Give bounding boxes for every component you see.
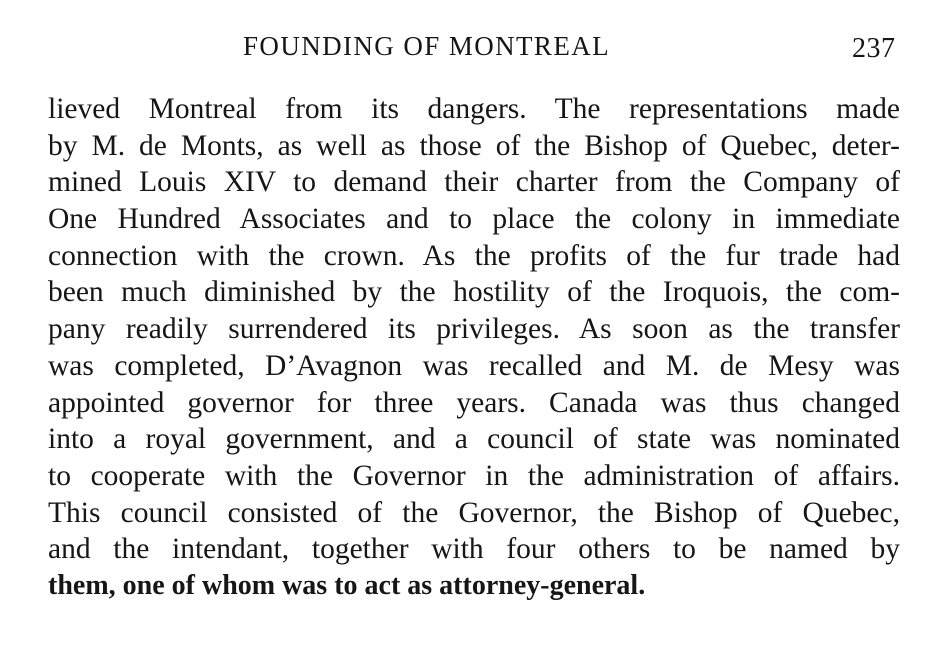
text-line: and the intendant, together with four others to be named by — [48, 533, 900, 566]
body-paragraph — [48, 91, 900, 605]
text-line: appointed governor for three years. Canada was thus changed — [48, 386, 900, 419]
text-line: by M. de Monts, as well as those of the Bishop of Quebec, deter- — [48, 129, 900, 162]
page-number: 237 — [852, 33, 896, 64]
text-line: One Hundred Associates and to place the colony in immediate — [48, 203, 900, 236]
text-line: This council consisted of the Governor, the Bishop of Quebec, — [48, 496, 900, 529]
text-line: been much diminished by the hostility of the Iroquois, the com- — [48, 276, 900, 309]
running-title: FOUNDING OF MONTREAL — [243, 31, 611, 61]
text-line: into a royal government, and a council of state was nominated — [48, 423, 900, 456]
text-line: them, one of whom was to act as attorney-general. — [48, 569, 646, 601]
text-line: mined Louis XIV to demand their charter from the Company of — [48, 166, 900, 199]
text-line: lieved Montreal from its dangers. The representations made — [48, 93, 900, 125]
text-line: pany readily surrendered its privileges. As soon as the transfer — [48, 313, 900, 346]
text-line: to cooperate with the Governor in the administration of affairs. — [48, 459, 900, 492]
text-line: was completed, D’Avagnon was recalled and M. de Mesy was — [48, 349, 900, 382]
text-line: connection with the crown. As the profits of the fur trade had — [48, 239, 900, 272]
